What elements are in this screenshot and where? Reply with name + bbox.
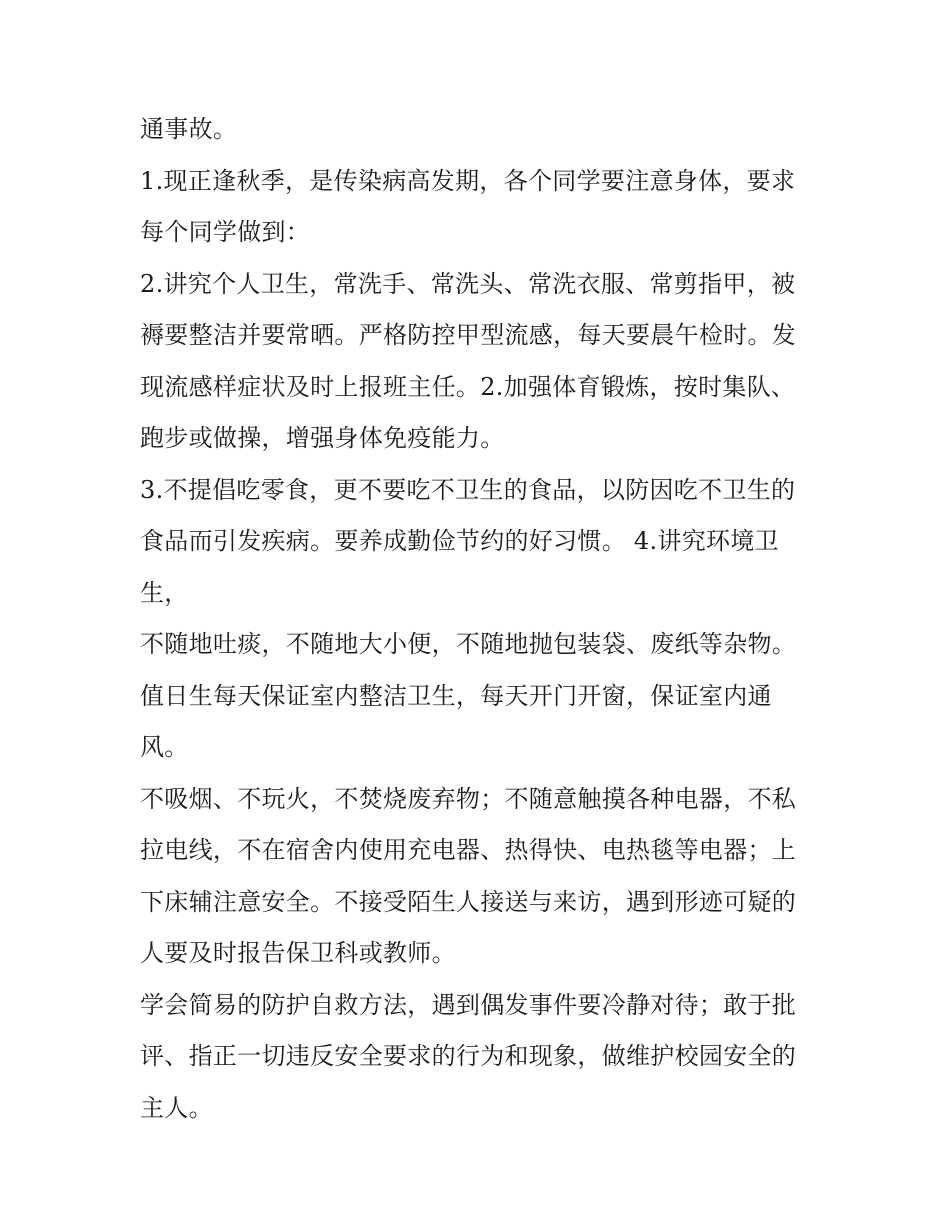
text-line-18: 学会简易的防护自救方法，遇到偶发事件要冷静对待；敢于批 — [140, 990, 797, 1019]
text-line-12: 值日生每天保证室内整洁卫生，每天开门开窗，保证室内通 — [140, 681, 772, 710]
text-line-5: 褥要整洁并要常晒。严格防控甲型流感，每天要晨午检时。发 — [140, 321, 797, 349]
text-line-14: 不吸烟、不玩火，不焚烧废弃物；不随意触摸各种电器，不私 — [140, 784, 797, 813]
text-line-3: 每个同学做到： — [140, 218, 311, 246]
text-line-19: 评、指正一切违反安全要求的行为和现象，做维护校园安全的 — [140, 1042, 797, 1070]
text-line-11: 不随地吐痰，不随地大小便，不随地抛包装袋、废纸等杂物。 — [140, 630, 797, 658]
text-line-7: 跑步或做操，增强身体免疫能力。 — [140, 424, 505, 452]
text-line-6: 现流感样症状及时上报班主任。2.加强体育锻炼，按时集队、 — [140, 372, 796, 401]
text-line-8: 3.不提倡吃零食，更不要吃不卫生的食品，以防因吃不卫生的 — [140, 475, 796, 504]
text-line-9: 食品而引发疾病。要养成勤俭节约的好习惯。 4.讲究环境卫 — [140, 527, 779, 555]
text-line-20: 主人。 — [140, 1093, 213, 1122]
document-body — [140, 104, 820, 1134]
text-line-2: 1.现正逢秋季，是传染病高发期，各个同学要注意身体，要求 — [140, 166, 796, 195]
text-line-13: 风。 — [140, 733, 189, 761]
text-line-17: 人要及时报告保卫科或教师。 — [140, 939, 456, 967]
text-line-10: 生， — [140, 578, 189, 607]
text-line-16: 下床辅注意安全。不接受陌生人接送与来访，遇到形迹可疑的 — [140, 887, 797, 916]
text-line-15: 拉电线，不在宿舍内使用充电器、热得快、电热毯等电器；上 — [140, 836, 797, 864]
text-line-4: 2.讲究个人卫生，常洗手、常洗头、常洗衣服、常剪指甲，被 — [140, 269, 796, 298]
text-line-1: 通事故。 — [140, 115, 238, 143]
